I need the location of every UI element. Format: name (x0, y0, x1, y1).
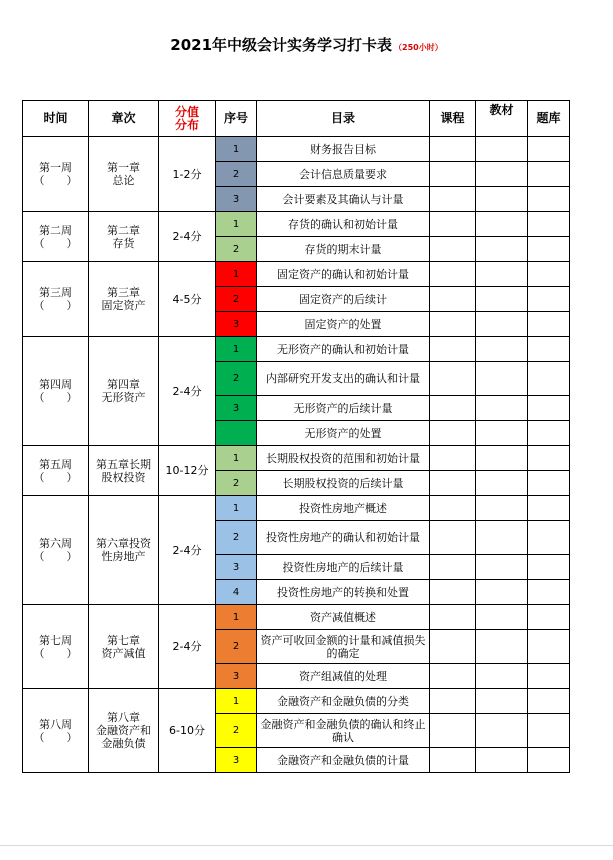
catalog-cell: 长期股权投资的范围和初始计量 (257, 446, 430, 471)
seq-cell: 4 (216, 580, 257, 605)
page-title (0, 34, 613, 55)
catalog-cell: 会计要素及其确认与计量 (257, 187, 430, 212)
table-row (23, 137, 570, 162)
chapter-cell: 第八章 金融资产和金融负债 (89, 689, 159, 773)
textbook-checkbox-cell[interactable] (476, 714, 528, 748)
catalog-cell: 无形资产的后续计量 (257, 396, 430, 421)
catalog-cell: 无形资产的处置 (257, 421, 430, 446)
seq-cell: 1 (216, 605, 257, 630)
seq-cell: 2 (216, 630, 257, 664)
course-checkbox-cell[interactable] (430, 137, 476, 162)
catalog-cell: 资产组减值的处理 (257, 664, 430, 689)
textbook-checkbox-cell[interactable] (476, 137, 528, 162)
seq-cell: 3 (216, 555, 257, 580)
course-checkbox-cell[interactable] (430, 496, 476, 521)
table-row (23, 496, 570, 521)
week-cell: 第七周 （ ） (23, 605, 89, 689)
questions-checkbox-cell[interactable] (528, 580, 570, 605)
header-textbook: 教材 (476, 101, 528, 137)
textbook-checkbox-cell[interactable] (476, 630, 528, 664)
week-cell: 第三周 （ ） (23, 262, 89, 337)
seq-cell: 1 (216, 446, 257, 471)
textbook-checkbox-cell[interactable] (476, 748, 528, 773)
questions-checkbox-cell[interactable] (528, 748, 570, 773)
course-checkbox-cell[interactable] (430, 362, 476, 396)
textbook-checkbox-cell[interactable] (476, 689, 528, 714)
seq-cell: 2 (216, 521, 257, 555)
header-course: 课程 (430, 101, 476, 137)
questions-checkbox-cell[interactable] (528, 521, 570, 555)
questions-checkbox-cell[interactable] (528, 312, 570, 337)
header-score (159, 101, 216, 137)
catalog-cell: 内部研究开发支出的确认和计量 (257, 362, 430, 396)
course-checkbox-cell[interactable] (430, 446, 476, 471)
course-checkbox-cell[interactable] (430, 237, 476, 262)
questions-checkbox-cell[interactable] (528, 262, 570, 287)
seq-cell: 2 (216, 237, 257, 262)
textbook-checkbox-cell[interactable] (476, 446, 528, 471)
chapter-cell: 第一章 总论 (89, 137, 159, 212)
seq-cell: 3 (216, 664, 257, 689)
score-cell: 10-12分 (159, 446, 216, 496)
catalog-cell: 资产可收回金额的计量和减值损失的确定 (257, 630, 430, 664)
textbook-checkbox-cell[interactable] (476, 521, 528, 555)
catalog-cell: 财务报告目标 (257, 137, 430, 162)
textbook-checkbox-cell[interactable] (476, 162, 528, 187)
header-row (23, 101, 570, 137)
textbook-checkbox-cell[interactable] (476, 287, 528, 312)
seq-cell: 3 (216, 396, 257, 421)
course-checkbox-cell[interactable] (430, 521, 476, 555)
seq-cell: 3 (216, 312, 257, 337)
score-cell: 2-4分 (159, 605, 216, 689)
course-checkbox-cell[interactable] (430, 714, 476, 748)
course-checkbox-cell[interactable] (430, 287, 476, 312)
catalog-cell: 金融资产和金融负债的计量 (257, 748, 430, 773)
catalog-cell: 长期股权投资的后续计量 (257, 471, 430, 496)
table-body (23, 137, 570, 773)
questions-checkbox-cell[interactable] (528, 212, 570, 237)
chapter-cell: 第二章 存货 (89, 212, 159, 262)
textbook-checkbox-cell[interactable] (476, 580, 528, 605)
table-row (23, 689, 570, 714)
questions-checkbox-cell[interactable] (528, 496, 570, 521)
week-cell: 第八周 （ ） (23, 689, 89, 773)
seq-cell: 1 (216, 262, 257, 287)
seq-cell: 1 (216, 212, 257, 237)
questions-checkbox-cell[interactable] (528, 555, 570, 580)
textbook-checkbox-cell[interactable] (476, 337, 528, 362)
course-checkbox-cell[interactable] (430, 630, 476, 664)
questions-checkbox-cell[interactable] (528, 664, 570, 689)
textbook-checkbox-cell[interactable] (476, 362, 528, 396)
seq-cell: 2 (216, 287, 257, 312)
score-cell: 2-4分 (159, 496, 216, 605)
title-text: 2021年中级会计实务学习打卡表 (170, 36, 393, 54)
textbook-checkbox-cell[interactable] (476, 471, 528, 496)
course-checkbox-cell[interactable] (430, 555, 476, 580)
textbook-checkbox-cell[interactable] (476, 605, 528, 630)
catalog-cell: 无形资产的确认和初始计量 (257, 337, 430, 362)
questions-checkbox-cell[interactable] (528, 689, 570, 714)
seq-cell: 3 (216, 187, 257, 212)
catalog-cell: 投资性房地产的转换和处置 (257, 580, 430, 605)
questions-checkbox-cell[interactable] (528, 237, 570, 262)
course-checkbox-cell[interactable] (430, 212, 476, 237)
week-cell: 第一周 （ ） (23, 137, 89, 212)
seq-cell: 2 (216, 714, 257, 748)
textbook-checkbox-cell[interactable] (476, 396, 528, 421)
questions-checkbox-cell[interactable] (528, 337, 570, 362)
course-checkbox-cell[interactable] (430, 421, 476, 446)
catalog-cell: 固定资产的确认和初始计量 (257, 262, 430, 287)
questions-checkbox-cell[interactable] (528, 446, 570, 471)
score-cell: 1-2分 (159, 137, 216, 212)
textbook-checkbox-cell[interactable] (476, 187, 528, 212)
catalog-cell: 投资性房地产概述 (257, 496, 430, 521)
catalog-cell: 固定资产的处置 (257, 312, 430, 337)
questions-checkbox-cell[interactable] (528, 471, 570, 496)
seq-cell (216, 421, 257, 446)
table-row (23, 262, 570, 287)
seq-cell: 2 (216, 362, 257, 396)
catalog-cell: 存货的期末计量 (257, 237, 430, 262)
seq-cell: 1 (216, 337, 257, 362)
header-questions: 题库 (528, 101, 570, 137)
header-seq: 序号 (216, 101, 257, 137)
course-checkbox-cell[interactable] (430, 664, 476, 689)
textbook-checkbox-cell[interactable] (476, 664, 528, 689)
textbook-checkbox-cell[interactable] (476, 212, 528, 237)
course-checkbox-cell[interactable] (430, 187, 476, 212)
table-row (23, 212, 570, 237)
catalog-cell: 会计信息质量要求 (257, 162, 430, 187)
chapter-cell: 第七章 资产减值 (89, 605, 159, 689)
seq-cell: 2 (216, 162, 257, 187)
seq-cell: 1 (216, 496, 257, 521)
catalog-cell: 金融资产和金融负债的分类 (257, 689, 430, 714)
course-checkbox-cell[interactable] (430, 580, 476, 605)
questions-checkbox-cell[interactable] (528, 396, 570, 421)
textbook-checkbox-cell[interactable] (476, 262, 528, 287)
course-checkbox-cell[interactable] (430, 262, 476, 287)
course-checkbox-cell[interactable] (430, 162, 476, 187)
score-cell: 2-4分 (159, 337, 216, 446)
score-cell: 2-4分 (159, 212, 216, 262)
seq-cell: 1 (216, 689, 257, 714)
header-score-text: 分值分布 (174, 104, 199, 132)
checkin-table (22, 100, 570, 773)
title-note: （250小时） (394, 43, 443, 52)
header-chapter: 章次 (89, 101, 159, 137)
table-row (23, 446, 570, 471)
seq-cell: 3 (216, 748, 257, 773)
questions-checkbox-cell[interactable] (528, 421, 570, 446)
seq-cell: 2 (216, 471, 257, 496)
textbook-checkbox-cell[interactable] (476, 555, 528, 580)
questions-checkbox-cell[interactable] (528, 630, 570, 664)
week-cell: 第四周 （ ） (23, 337, 89, 446)
week-cell: 第二周 （ ） (23, 212, 89, 262)
week-cell: 第六周 （ ） (23, 496, 89, 605)
course-checkbox-cell[interactable] (430, 396, 476, 421)
header-time: 时间 (23, 101, 89, 137)
catalog-cell: 金融资产和金融负债的确认和终止确认 (257, 714, 430, 748)
questions-checkbox-cell[interactable] (528, 287, 570, 312)
course-checkbox-cell[interactable] (430, 312, 476, 337)
seq-cell: 1 (216, 137, 257, 162)
header-catalog: 目录 (257, 101, 430, 137)
questions-checkbox-cell[interactable] (528, 714, 570, 748)
catalog-cell: 投资性房地产的后续计量 (257, 555, 430, 580)
textbook-checkbox-cell[interactable] (476, 312, 528, 337)
catalog-cell: 资产减值概述 (257, 605, 430, 630)
course-checkbox-cell[interactable] (430, 748, 476, 773)
questions-checkbox-cell[interactable] (528, 605, 570, 630)
catalog-cell: 存货的确认和初始计量 (257, 212, 430, 237)
course-checkbox-cell[interactable] (430, 605, 476, 630)
chapter-cell: 第四章 无形资产 (89, 337, 159, 446)
catalog-cell: 固定资产的后续计 (257, 287, 430, 312)
chapter-cell: 第六章投资性房地产 (89, 496, 159, 605)
table-row (23, 605, 570, 630)
chapter-cell: 第五章长期股权投资 (89, 446, 159, 496)
chapter-cell: 第三章 固定资产 (89, 262, 159, 337)
questions-checkbox-cell[interactable] (528, 162, 570, 187)
textbook-checkbox-cell[interactable] (476, 421, 528, 446)
questions-checkbox-cell[interactable] (528, 187, 570, 212)
textbook-checkbox-cell[interactable] (476, 237, 528, 262)
questions-checkbox-cell[interactable] (528, 137, 570, 162)
page-bottom-divider (0, 845, 613, 846)
course-checkbox-cell[interactable] (430, 689, 476, 714)
course-checkbox-cell[interactable] (430, 337, 476, 362)
textbook-checkbox-cell[interactable] (476, 496, 528, 521)
table-row (23, 337, 570, 362)
week-cell: 第五周 （ ） (23, 446, 89, 496)
course-checkbox-cell[interactable] (430, 471, 476, 496)
score-cell: 4-5分 (159, 262, 216, 337)
questions-checkbox-cell[interactable] (528, 362, 570, 396)
score-cell: 6-10分 (159, 689, 216, 773)
catalog-cell: 投资性房地产的确认和初始计量 (257, 521, 430, 555)
